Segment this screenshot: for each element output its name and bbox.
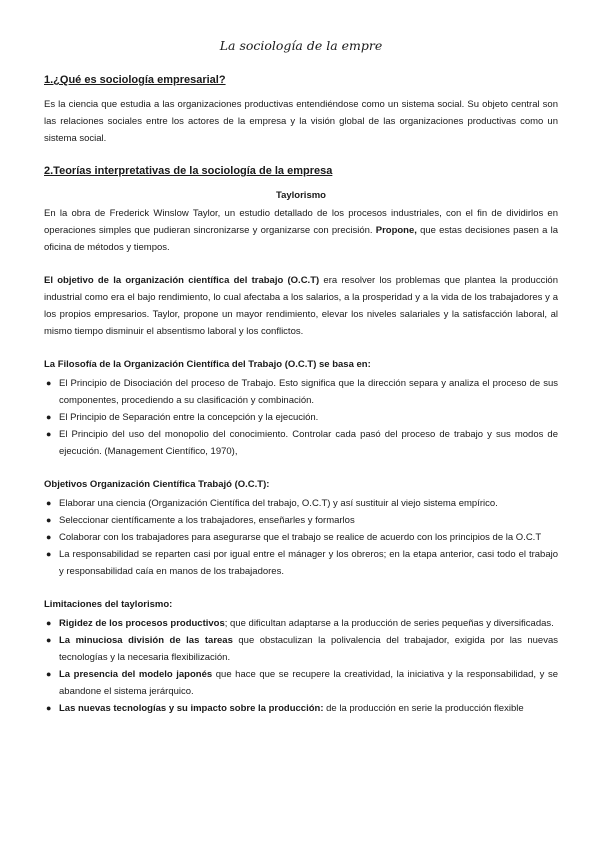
- philosophy-list: [44, 375, 558, 460]
- list-item-text: El Principio del uso del monopolio del conocimiento. Controlar cada pasó del proceso de trabajo y sus modos de ejecución. (Management Científico, 1970),: [59, 429, 558, 457]
- list-item-text: de la producción en serie la producción flexible: [323, 703, 524, 714]
- intro-text: En la obra de Frederick Winslow Taylor, un estudio detallado de los procesos industriales, con el fin de dividirlos en operaciones simples que pudieran sincronizarse y organizarse con precisión.: [44, 208, 558, 236]
- list-item: [44, 666, 558, 700]
- oct-objective-paragraph: [44, 272, 558, 340]
- list-item-text: que obstaculizan la polivalencia del trabajador, exigida por las nuevas tecnologías y la necesaria flexibilización.: [59, 635, 558, 663]
- list-item: [44, 632, 558, 666]
- bullet-icon: ●: [46, 703, 52, 713]
- section-2-heading: 2.Teorías interpretativas de la sociología de la empresa: [44, 165, 333, 177]
- limitations-lead: Limitaciones del taylorismo:: [44, 599, 173, 610]
- list-item-text: El Principio de Disociación del proceso de Trabajo. Esto significa que la dirección separa y analiza el proceso de sus componentes, procediendo a su clasificación y combinación.: [59, 378, 558, 406]
- list-item-bold: La minuciosa división de las tareas: [59, 635, 233, 646]
- list-item-bold: Rigidez de los procesos productivos: [59, 618, 225, 629]
- list-item: [44, 375, 558, 409]
- list-item: [44, 546, 558, 580]
- oct-objective-text: era resolver los problemas que plantea la producción industrial como era el bajo rendimiento, lo cual afectaba a los salarios, a la prosperidad y a la vida de los trabajadores y a los propios empresarios. Taylor, propone un mayor rendimiento, elevar los niveles salariales y la satisfacción laboral, al mismo tiempo disminuir el absentismo laboral y los conflictos.: [44, 275, 558, 337]
- list-item: [44, 700, 558, 717]
- bullet-icon: ●: [46, 412, 52, 422]
- intro-bold: Propone,: [375, 225, 417, 236]
- list-item: [44, 529, 558, 546]
- list-item: [44, 495, 558, 512]
- bullet-icon: ●: [46, 549, 52, 559]
- objectives-list: [44, 495, 558, 580]
- list-item-text: Seleccionar científicamente a los trabajadores, enseñarles y formarlos: [59, 515, 355, 526]
- philosophy-lead: La Filosofía de la Organización Científica del Trabajo (O.C.T) se basa en:: [44, 359, 371, 370]
- list-item-text: El Principio de Separación entre la concepción y la ejecución.: [59, 412, 319, 423]
- section-1-heading: 1.¿Qué es sociología empresarial?: [44, 74, 226, 86]
- document-page: [44, 36, 558, 717]
- list-item: [44, 426, 558, 460]
- list-item-bold: La presencia del modelo japonés: [59, 669, 213, 680]
- list-item-text: que hace que se recupere la creatividad, la iniciativa y la responsabilidad, y se abandone el sistema jerárquico.: [59, 669, 558, 697]
- list-item-text: Colaborar con los trabajadores para asegurarse que el trabajo se realice de acuerdo con los principios de la O.C.T: [59, 532, 542, 543]
- bullet-icon: ●: [46, 618, 52, 628]
- list-item: [44, 615, 558, 632]
- bullet-icon: ●: [46, 429, 52, 439]
- oct-objective-bold: El objetivo de la organización científica del trabajo (O.C.T): [44, 275, 320, 286]
- taylorismo-subheading: Taylorismo: [276, 190, 326, 201]
- limitations-list: [44, 615, 558, 717]
- list-item-text: ; que dificultan adaptarse a la producción de series pequeñas y diversificadas.: [224, 618, 554, 629]
- list-item-text: Elaborar una ciencia (Organización Científica del trabajo, O.C.T) y así sustituir al viejo sistema empírico.: [59, 498, 498, 509]
- intro-rest: que estas decisiones pasen a la oficina de métodos y tiempos.: [44, 225, 558, 253]
- bullet-icon: ●: [46, 635, 52, 645]
- bullet-icon: ●: [46, 669, 52, 679]
- taylorismo-intro: [44, 205, 558, 256]
- list-item-bold: Las nuevas tecnologías y su impacto sobre la producción:: [59, 703, 324, 714]
- bullet-icon: ●: [46, 378, 52, 388]
- bullet-icon: ●: [46, 532, 52, 542]
- bullet-icon: ●: [46, 515, 52, 525]
- document-title: La sociología de la empre: [219, 38, 383, 53]
- list-item: [44, 409, 558, 426]
- objectives-lead: Objetivos Organización Científica Trabajó (O.C.T):: [44, 479, 270, 490]
- list-item: [44, 512, 558, 529]
- list-item-text: La responsabilidad se reparten casi por igual entre el mánager y los obreros; en la etapa anterior, casi todo el trabajo y responsabilidad caía en manos de los trabajadores.: [59, 549, 558, 577]
- section-1-paragraph: Es la ciencia que estudia a las organizaciones productivas entendiéndose como un sistema social. Su objeto central son las relaciones sociales entre los actores de la empresa y la visión global de las organizaciones productivas como un sistema social.: [44, 99, 558, 144]
- bullet-icon: ●: [46, 498, 52, 508]
